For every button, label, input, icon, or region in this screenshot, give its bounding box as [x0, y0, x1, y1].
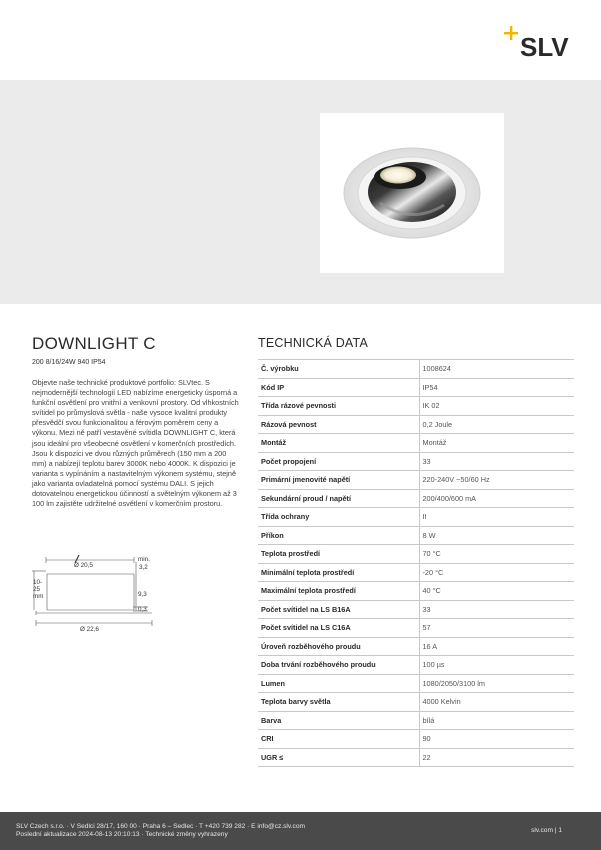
downlight-image	[320, 113, 504, 273]
spec-value: 70 °C	[419, 545, 574, 564]
table-row	[258, 489, 574, 508]
spec-value: Montáž	[419, 434, 574, 453]
table-row	[258, 600, 574, 619]
spec-key: Rázová pevnost	[258, 415, 419, 434]
table-row	[258, 711, 574, 730]
table-row	[258, 545, 574, 564]
table-row	[258, 452, 574, 471]
table-row	[258, 656, 574, 675]
product-photo	[320, 113, 504, 273]
spec-value: 220-240V ~50/60 Hz	[419, 471, 574, 490]
dim-top-diameter: Ø 20,5	[74, 562, 93, 569]
spec-key: Počet svítidel na LS B16A	[258, 600, 419, 619]
table-row	[258, 360, 574, 379]
table-row	[258, 674, 574, 693]
dim-bottom-diameter: Ø 22,6	[80, 626, 99, 633]
dim-right-1: 9,3	[138, 591, 147, 598]
spec-key: Montáž	[258, 434, 419, 453]
spec-value: 40 °C	[419, 582, 574, 601]
table-row	[258, 434, 574, 453]
spec-value: -20 °C	[419, 563, 574, 582]
table-row	[258, 637, 574, 656]
table-row	[258, 748, 574, 767]
spec-value: 33	[419, 452, 574, 471]
spec-value: IK 02	[419, 397, 574, 416]
spec-value: 33	[419, 600, 574, 619]
table-row	[258, 378, 574, 397]
dim-left-2: 25	[33, 586, 41, 593]
spec-key: Třída rázové pevnosti	[258, 397, 419, 416]
product-title: DOWNLIGHT C	[32, 334, 156, 353]
spec-key: Minimální teplota prostředí	[258, 563, 419, 582]
spec-key: Příkon	[258, 526, 419, 545]
spec-key: Č. výrobku	[258, 360, 419, 379]
spec-key: Počet svítidel na LS C16A	[258, 619, 419, 638]
spec-key: CRI	[258, 730, 419, 749]
footer-address: SLV Czech s.r.o. · V Sedlci 28/17, 160 00 · Praha 6 – Sedlec · T +420 739 282 · E info@cz.slv.com	[16, 823, 305, 830]
table-row	[258, 526, 574, 545]
spec-key: Lumen	[258, 674, 419, 693]
spec-key: Kód IP	[258, 378, 419, 397]
spec-key: Teplota barvy světla	[258, 693, 419, 712]
spec-key: Barva	[258, 711, 419, 730]
spec-value: 90	[419, 730, 574, 749]
footer-updated: Poslední aktualizace 2024-08-13 20:10:13 · Technické změny vyhrazeny	[16, 831, 228, 838]
spec-key: Doba trvání rozběhového proudu	[258, 656, 419, 675]
spec-key: Sekundární proud / napětí	[258, 489, 419, 508]
dim-right-2: 0,3	[138, 606, 147, 613]
product-description: Objevte naše technické produktové portfolio: SLVtec. S nejmodernější technologií LED nabízíme energeticky úsporná a funkční osvětlení pro vnitřní a venkovní prostory. Od vlhkostních svítidel po průmyslová světla - naše vysoce kvalitní produkty přesvědčí svou funkcionalitou a férovým poměrem ceny a výkonu. Mezi ně patří vestavěné svítidla DOWNLIGHT C, která jsou ideální pro všeobecné osvětlení v komerčních prostředích. Jsou k dispozici ve dvou různých průměrech (150 mm a 200 mm) a nabízejí teplotu barev 3000K nebo 4000K. K dispozici je varianta s vypínáním a nastavitelným výkonem systému, stejně jako varianta ovladatelná pomocí systému DALI. S jejich dotovatelnou energetickou účinností a světelným výkonem až 3 100 lm zajistěte udržitelné osvětlení v komerčním prostoru.	[32, 378, 239, 509]
footer	[0, 812, 601, 850]
table-row	[258, 563, 574, 582]
table-row	[258, 397, 574, 416]
spec-value: 16 A	[419, 637, 574, 656]
product-subtitle: 200 8/16/24W 940 IP54	[32, 359, 106, 366]
dim-left-3: mm	[33, 593, 44, 600]
table-row	[258, 508, 574, 527]
spec-key: Úroveň rozběhového proudu	[258, 637, 419, 656]
spec-key: Primární jmenovité napětí	[258, 471, 419, 490]
dimension-drawing	[30, 551, 160, 633]
hero-banner	[0, 80, 601, 304]
spec-value: 22	[419, 748, 574, 767]
table-row	[258, 471, 574, 490]
spec-value: 4000 Kelvin	[419, 693, 574, 712]
spec-key: Počet propojení	[258, 452, 419, 471]
spec-value: 1080/2050/3100 lm	[419, 674, 574, 693]
spec-value: 100 µs	[419, 656, 574, 675]
spec-key: Třída ochrany	[258, 508, 419, 527]
spec-value: bílá	[419, 711, 574, 730]
table-row	[258, 693, 574, 712]
dim-left-1: 10-	[33, 579, 43, 586]
spec-value: 1008624	[419, 360, 574, 379]
table-row	[258, 619, 574, 638]
spec-value: 0,2 Joule	[419, 415, 574, 434]
spec-table	[258, 359, 574, 767]
table-row	[258, 582, 574, 601]
spec-key: Teplota prostředí	[258, 545, 419, 564]
spec-key: Maximální teplota prostředí	[258, 582, 419, 601]
slv-logo	[502, 26, 574, 62]
table-row	[258, 730, 574, 749]
spec-value: II	[419, 508, 574, 527]
dim-min-label: min.	[138, 556, 150, 563]
logo-text: SLV	[520, 32, 569, 62]
dim-min-value: 3,2	[139, 564, 148, 571]
spec-value: 57	[419, 619, 574, 638]
spec-key: UGR ≤	[258, 748, 419, 767]
spec-value: IP54	[419, 378, 574, 397]
table-row	[258, 415, 574, 434]
footer-page: slv.com | 1	[531, 827, 562, 834]
tech-data-title: TECHNICKÁ DATA	[258, 336, 368, 350]
spec-value: 200/400/600 mA	[419, 489, 574, 508]
spec-value: 8 W	[419, 526, 574, 545]
